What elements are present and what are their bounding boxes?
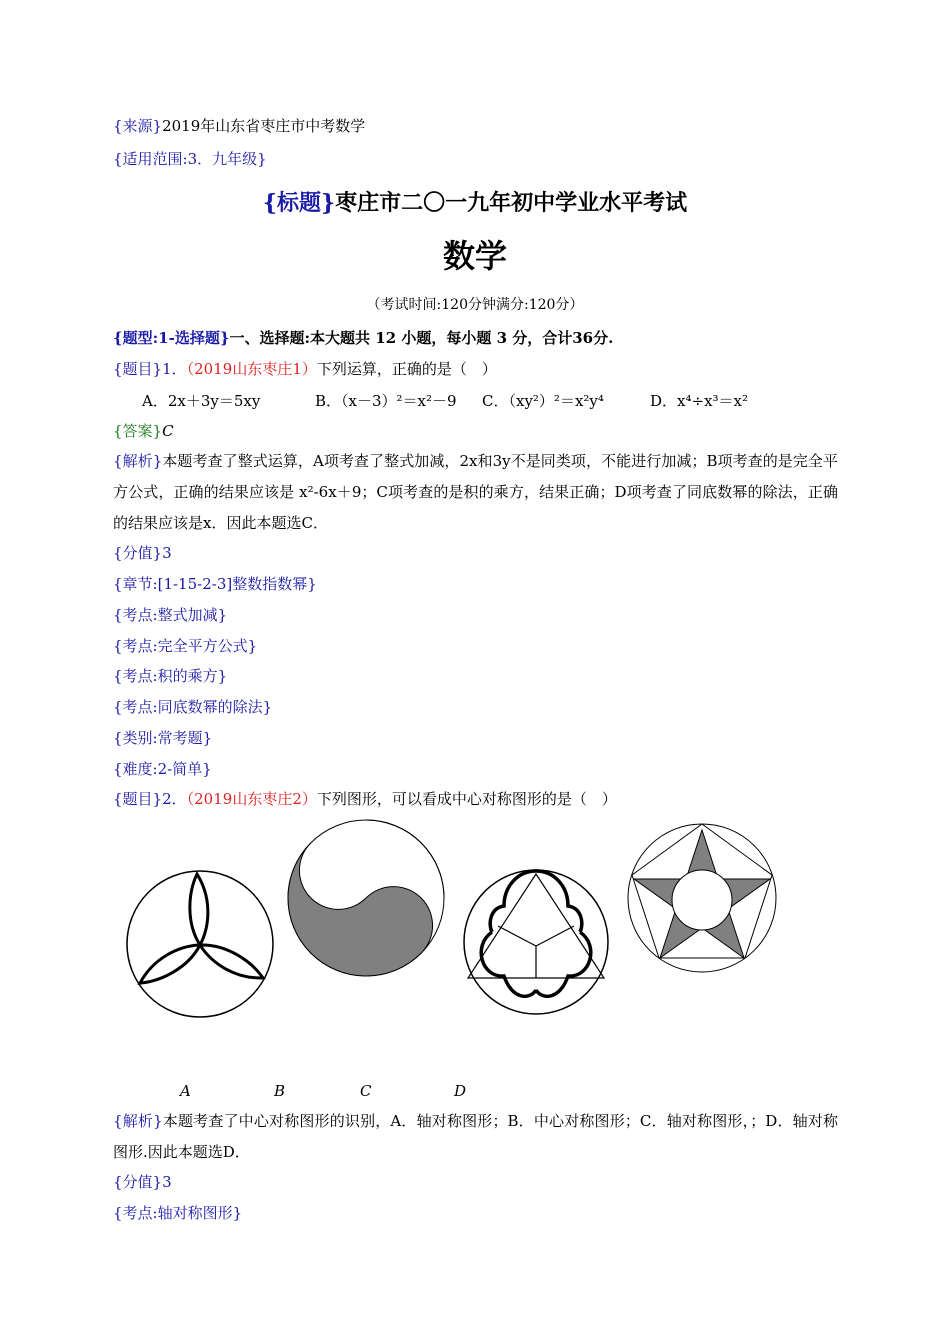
subject-heading: 数学	[442, 237, 507, 275]
section-heading	[113, 328, 613, 348]
q2-stem-line	[113, 789, 617, 809]
q1-point-1: {考点:整式加减}	[113, 606, 228, 624]
page-title	[0, 188, 950, 218]
q1-chapter: {章节:[1-15-2-3]整数指数幂}	[113, 575, 317, 593]
q1-option-d	[650, 391, 748, 411]
q2-analysis-tag: {解析}	[113, 1112, 163, 1130]
q1-analysis	[113, 446, 838, 539]
title-text: 枣庄市二〇一九年初中学业水平考试	[335, 190, 688, 216]
q1-tag: {题目}1．	[113, 360, 187, 378]
q2-point: {考点:轴对称图形}	[113, 1204, 243, 1222]
title-tag: {标题}	[262, 190, 336, 216]
q1-option-c-text: （xy²）²＝x²y⁴	[508, 392, 604, 410]
q2-tag: {题目}2．	[113, 790, 187, 808]
section-text: 一、选择题:本大题共 12 小题，每小题 3 分，合计36分.	[229, 329, 614, 347]
q1-stem-line	[113, 359, 497, 379]
exam-info: （考试时间:120分钟满分:120分）	[366, 297, 584, 313]
figure-label-c: C	[360, 1082, 372, 1100]
q2-analysis-text: 本题考查了中心对称图形的识别，A．轴对称图形；B．中心对称图形；C．轴对称图形，；D．轴对称图形.因此本题选D．	[113, 1112, 838, 1161]
q1-category: {类别:常考题}	[113, 729, 213, 747]
q2-score: {分值}3	[113, 1173, 172, 1191]
figure-label-a: A	[180, 1082, 191, 1100]
q1-source: （2019山东枣庄1）	[186, 360, 317, 378]
q1-option-a	[142, 391, 260, 411]
q1-option-b-text: （x－3）²＝x²－9	[341, 392, 457, 410]
q1-option-c-label: C．	[482, 392, 509, 410]
figure-c	[460, 866, 612, 1018]
source-line	[113, 116, 365, 136]
q1-analysis-tag: {解析}	[113, 452, 163, 470]
q1-option-d-text: x⁴÷x³＝x²	[677, 392, 749, 410]
q1-option-b	[315, 391, 457, 411]
question-type-tag: {题型:1-选择题}	[113, 329, 230, 347]
q1-option-a-text: 2x＋3y＝5xy	[167, 392, 261, 410]
q1-stem: 下列运算，正确的是（ ）	[316, 360, 497, 378]
q1-analysis-text: 本题考查了整式运算，A项考查了整式加减，2x和3y不是同类项，不能进行加减；B项考查的是完全平方公式，正确的结果应该是 x²-6x＋9；C项考查的是积的乘方，结果正确；D项考查了同底数幂的除法，正确的结果应该是x．因此本题选C．	[113, 452, 838, 532]
q1-point-2: {考点:完全平方公式}	[113, 637, 258, 655]
answer-tag: {答案}	[113, 422, 163, 440]
figure-label-b: B	[274, 1082, 286, 1100]
figure-b	[285, 817, 447, 979]
scope-line: {适用范围:3．九年级}	[113, 150, 267, 168]
q1-answer-line	[113, 421, 174, 441]
q1-option-a-label: A．	[142, 392, 168, 410]
q1-point-3: {考点:积的乘方}	[113, 667, 228, 685]
q2-source: （2019山东枣庄2）	[186, 790, 317, 808]
q1-option-c	[482, 391, 604, 411]
q2-stem: 下列图形，可以看成中心对称图形的是（ ）	[316, 790, 617, 808]
source-tag: {来源}	[113, 117, 163, 135]
answer-value: C	[162, 422, 174, 440]
q2-analysis	[113, 1106, 838, 1168]
source-text: 2019年山东省枣庄市中考数学	[162, 117, 366, 135]
q1-point-4: {考点:同底数幂的除法}	[113, 698, 273, 716]
figure-d	[626, 822, 778, 974]
q1-option-d-label: D．	[650, 392, 678, 410]
q1-option-b-label: B．	[315, 392, 342, 410]
q1-score: {分值}3	[113, 544, 172, 562]
figure-a	[124, 868, 276, 1020]
figure-label-d: D	[454, 1082, 467, 1100]
q1-difficulty: {难度:2-简单}	[113, 760, 212, 778]
